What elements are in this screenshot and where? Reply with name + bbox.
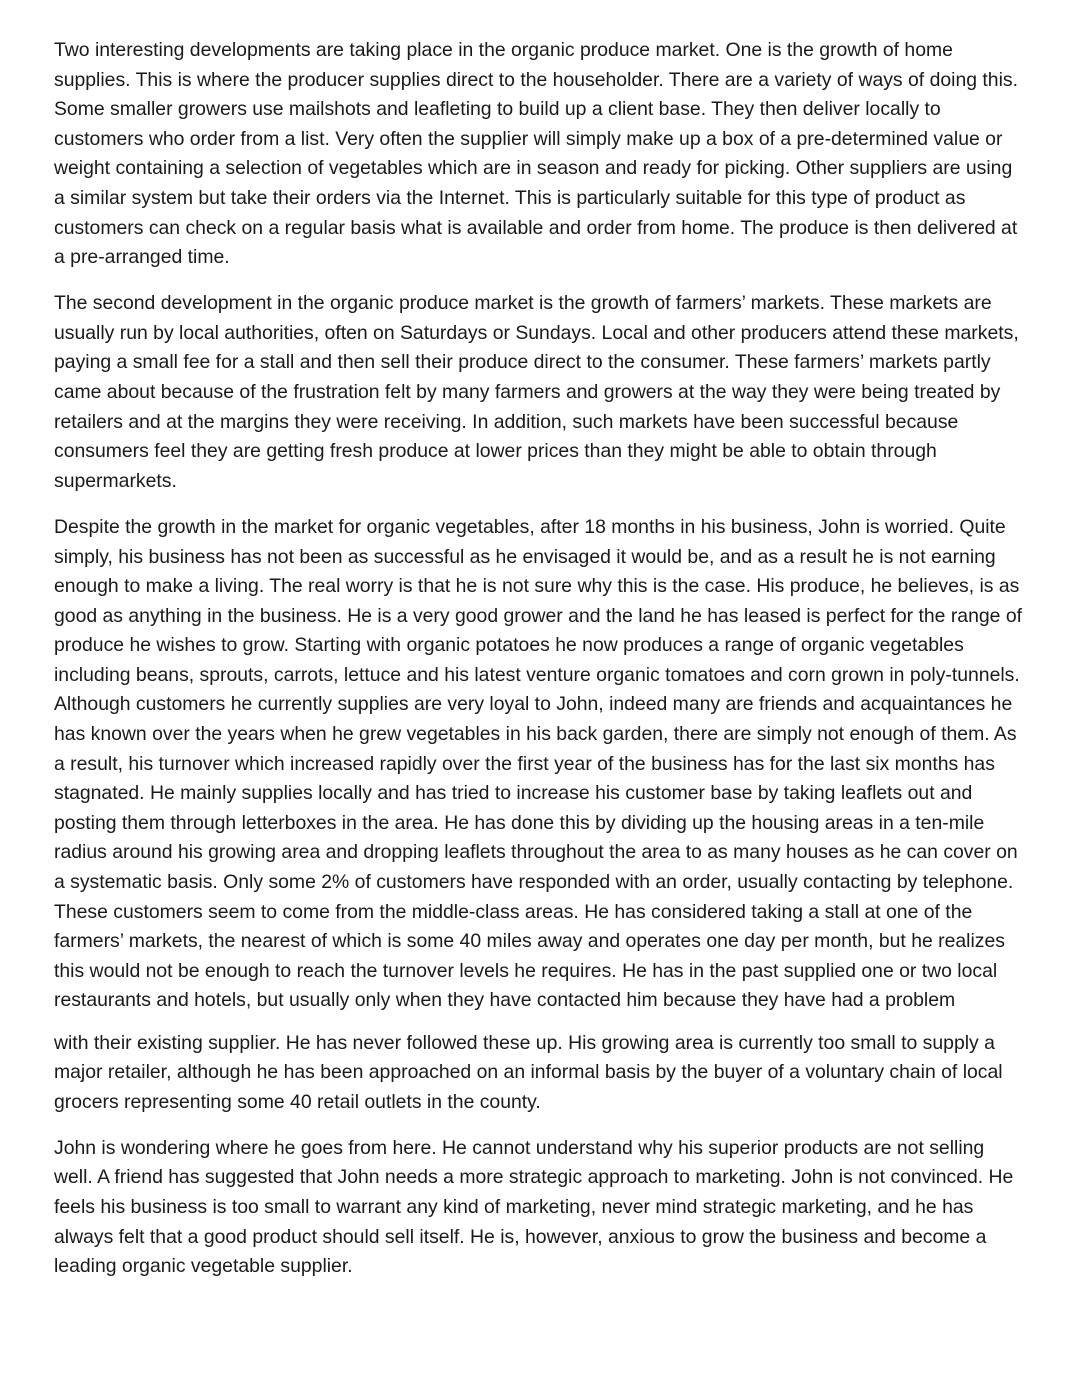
paragraph-home-supplies: Two interesting developments are taking place in the organic produce market. One is the growth of home supplies. This is where the producer supplies direct to the householder. There are a variety of ways of doing this. Some smaller growers use mailshots and leafleting to build up a client base. They then deliver locally to customers who order from a list. Very often the supplier will simply make up a box of a pre-determined value or weight containing a selection of vegetables which are in season and ready for picking. Other suppliers are using a similar system but take their orders via the Internet. This is particularly suitable for this type of product as customers can check on a regular basis what is available and order from home. The produce is then delivered at a pre-arranged time. bbox=[54, 39, 1018, 269]
paragraph-farmers-markets: The second development in the organic produce market is the growth of farmers’ markets. These markets are usually run by local authorities, often on Saturdays or Sundays. Local and other producers attend these markets, paying a small fee for a stall and then sell their produce direct to the consumer. These farmers’ markets partly came about because of the frustration felt by many farmers and growers at the way they were being treated by retailers and at the margins they were receiving. In addition, such markets have been successful because consumers feel they are getting fresh produce at lower prices than they might be able to obtain through supermarkets. bbox=[54, 292, 1019, 492]
paragraph-john-wondering: John is wondering where he goes from here. He cannot understand why his superior products are not selling well. A friend has suggested that John needs a more strategic approach to marketing. John is not convinced. He feels his business is too small to warrant any kind of marketing, never mind strategic marketing, and he has always felt that a good product should sell itself. He is, however, anxious to grow the business and become a leading organic vegetable supplier. bbox=[54, 1136, 1014, 1278]
paragraph-existing-supplier: with their existing supplier. He has never followed these up. His growing area is currently too small to supply a major retailer, although he has been approached on an informal basis by the buyer of a voluntary chain of local grocers representing some 40 retail outlets in the county. bbox=[54, 1031, 1003, 1113]
paragraph-john-worried: Despite the growth in the market for organic vegetables, after 18 months in his business, John is worried. Quite simply, his business has not been as successful as he envisaged it would be, and as a result he is not earning enough to make a living. The real worry is that he is not sure why this is the case. His produce, he believes, is as good as anything in the business. He is a very good grower and the land he has leased is perfect for the range of produce he wishes to grow. Starting with organic potatoes he now produces a range of organic vegetables including beans, sprouts, carrots, lettuce and his latest venture organic tomatoes and corn grown in poly-tunnels. Although customers he currently supplies are very loyal to John, indeed many are friends and acquaintances he has known over the years when he grew vegetables in his back garden, there are simply not enough of them. As a result, his turnover which increased rapidly over the first year of the business has for the last six months has stagnated. He mainly supplies locally and has tried to increase his customer base by taking leaflets out and posting them through letterboxes in the area. He has done this by dividing up the housing areas in a ten-mile radius around his growing area and dropping leaflets throughout the area to as many houses as he can cover on a systematic basis. Only some 2% of customers have responded with an order, usually contacting by telephone. These customers seem to come from the middle-class areas. He has considered taking a stall at one of the farmers’ markets, the nearest of which is some 40 miles away and operates one day per month, but he realizes this would not be enough to reach the turnover levels he requires. He has in the past supplied one or two local restaurants and hotels, but usually only when they have contacted him because they have had a problem bbox=[54, 515, 1022, 1012]
document-body bbox=[54, 36, 1026, 1298]
